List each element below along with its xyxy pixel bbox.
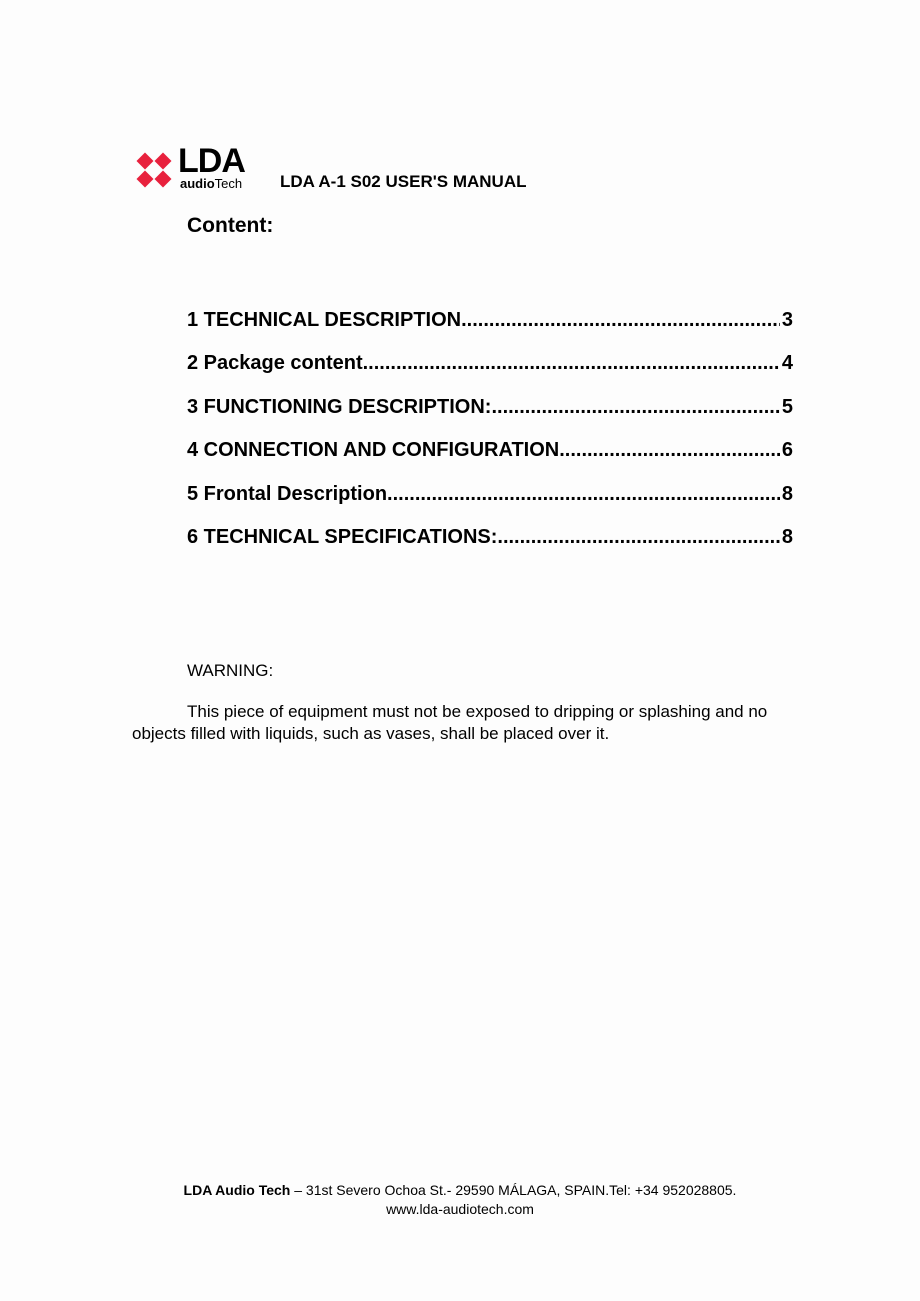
toc-page: 6 [781, 439, 793, 461]
logo-diamond [137, 153, 154, 170]
logo-diamond [137, 171, 154, 188]
footer-address: – 31st Severo Ochoa St.- 29590 MÁLAGA, SPAIN.Tel: +34 952028805. [290, 1182, 737, 1198]
footer-website[interactable]: www.lda-audiotech.com [386, 1201, 534, 1217]
toc-entry[interactable] [187, 483, 793, 506]
footer-address-line [0, 1181, 920, 1200]
toc-entry[interactable] [187, 309, 793, 332]
toc-entry[interactable] [187, 352, 793, 375]
toc-label: 2 Package content [187, 352, 363, 374]
toc-label: 4 CONNECTION AND CONFIGURATION [187, 439, 560, 461]
lda-logo [136, 142, 256, 194]
footer [0, 1181, 920, 1219]
logo-brand: LDA [178, 142, 245, 180]
toc-leader [363, 352, 780, 375]
logo-subtitle: audioTech [180, 176, 243, 191]
toc-leader [387, 483, 780, 506]
toc-page: 8 [781, 483, 793, 505]
toc-entry[interactable] [187, 526, 793, 549]
toc-entry[interactable] [187, 396, 793, 419]
toc-page: 5 [781, 396, 793, 418]
toc-label: 1 TECHNICAL DESCRIPTION [187, 309, 462, 331]
toc-entry[interactable] [187, 439, 793, 462]
footer-company: LDA Audio Tech [183, 1182, 291, 1198]
toc-page: 8 [781, 526, 793, 548]
toc-page: 4 [781, 352, 793, 374]
toc-label: 6 TECHNICAL SPECIFICATIONS: [187, 526, 498, 548]
warning-title: WARNING: [187, 661, 274, 680]
logo-diamond [155, 153, 172, 170]
toc-leader [559, 439, 780, 462]
toc-label: 3 FUNCTIONING DESCRIPTION: [187, 396, 492, 418]
toc-leader [491, 396, 779, 419]
toc-leader [497, 526, 779, 549]
toc-label: 5 Frontal Description [187, 483, 388, 505]
toc-leader [461, 309, 780, 332]
warning-text: This piece of equipment must not be exposed to dripping or splashing and no objects filled with liquids, such as vases, shall be placed over it. [132, 702, 768, 743]
logo-diamond [155, 171, 172, 188]
toc-page: 3 [781, 309, 793, 331]
content-heading: Content: [187, 214, 274, 237]
header-title: LDA A-1 S02 USER'S MANUAL [280, 172, 527, 191]
